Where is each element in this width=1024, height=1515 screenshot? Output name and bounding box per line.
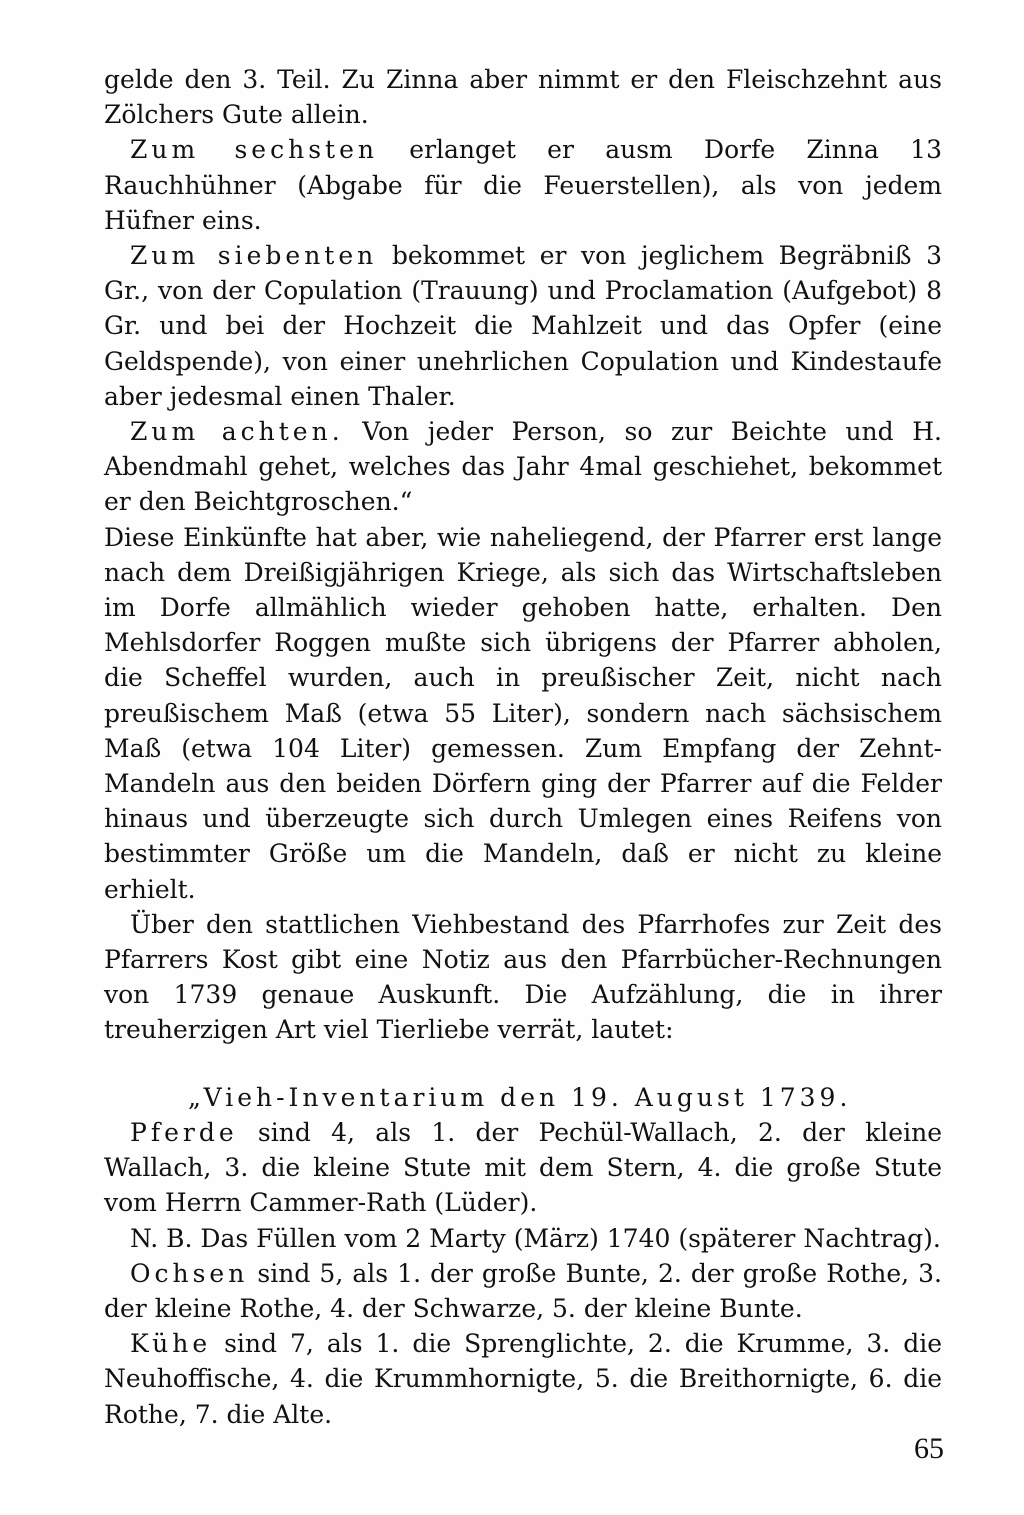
paragraph-text: Über den stattlichen Viehbestand des Pfarrhofes zur Zeit des Pfarrers Kost gibt eine Notiz aus den Pfarrbücher-Rechnungen von 1739 genaue Auskunft. Die Aufzählung, die in ihrer treuherzigen Art viel Tierliebe verrät, lautet:: [104, 909, 942, 1045]
paragraph-text: gelde den 3. Teil. Zu Zinna aber nimmt er den Fleischzehnt aus Zölchers Gute allein.: [104, 65, 942, 130]
inventory-heading: „Vieh-Inventarium den 19. August 1739.: [188, 1082, 852, 1112]
paragraph-text: Diese Einkünfte hat aber, wie naheliegend, der Pfarrer erst lange nach dem Dreißigjährigen Kriege, als sich das Wirtschaftsleben im Dorfe allmählich wieder gehoben hatte, erhalten. Den Mehlsdorfer Roggen mußte sich übrigens der Pfarrer abholen, die Scheffel wurden, auch in preußischer Zeit, nicht nach preußischem Maß (etwa 55 Liter), sondern nach sächsischem Maß (etwa 104 Liter) gemessen. Zum Empfang der Zehnt-Mandeln aus den beiden Dörfern ging der Pfarrer auf die Felder hinaus und überzeugte sich durch Umlegen eines Reifens von bestimmter Größe um die Mandeln, daß er nicht zu kleine erhielt.: [104, 522, 942, 904]
paragraph-lead: Zum siebenten: [130, 241, 378, 271]
inventory-cows: [104, 1326, 942, 1432]
paragraph-income: [104, 520, 942, 907]
paragraph-eighth: [104, 414, 942, 520]
paragraph-seventh: [104, 238, 942, 414]
inventory-text: sind 5, als 1. der große Bunte, 2. der große Rothe, 3. der kleine Rothe, 4. der Schwarze, 5. der kleine Bunte.: [104, 1258, 942, 1323]
paragraph-lead: Zum achten.: [130, 417, 344, 447]
inventory-lead: Kühe: [130, 1329, 212, 1359]
inventory-lead: Ochsen: [130, 1258, 249, 1288]
page-number: 65: [914, 1432, 944, 1465]
page-body-text: [104, 62, 942, 1432]
inventory-note: [104, 1221, 942, 1256]
inventory-oxen: [104, 1256, 942, 1326]
paragraph-livestock: [104, 907, 942, 1048]
inventory-text: N. B. Das Füllen vom 2 Marty (März) 1740 (späterer Nachtrag).: [130, 1223, 941, 1253]
inventory-text: sind 7, als 1. die Sprenglichte, 2. die Krumme, 3. die Neuhoffische, 4. die Krummhornigte, 5. die Breithornigte, 6. die Rothe, 7. die Alte.: [104, 1329, 942, 1429]
paragraph-text: bekommet er von jeglichem Begräbniß 3 Gr., von der Copulation (Trauung) und Proclamation (Aufgebot) 8 Gr. und bei der Hochzeit die Mahlzeit und das Opfer (eine Geldspende), von einer unehrlichen Copulation und Kindestaufe aber jedesmal einen Thaler.: [104, 241, 942, 411]
inventory-text: sind 4, als 1. der Pechül-Wallach, 2. der kleine Wallach, 3. die kleine Stute mit dem Stern, 4. die große Stute vom Herrn Cammer-Rath (Lüder).: [104, 1117, 942, 1218]
inventory-lead: Pferde: [130, 1117, 238, 1147]
paragraph-lead: Zum sechsten: [130, 135, 378, 165]
paragraph-sixth: [104, 132, 942, 238]
paragraph-continuation: [104, 62, 942, 132]
inventory-horses: [104, 1115, 942, 1221]
paragraph-text: Von jeder Person, so zur Beichte und H. Abendmahl gehet, welches das Jahr 4mal geschiehet, bekommet er den Beichtgroschen.“: [104, 417, 942, 517]
paragraph-text: erlanget er ausm Dorfe Zinna 13 Rauchhühner (Abgabe für die Feuerstellen), als von jedem Hüfner eins.: [104, 135, 942, 235]
